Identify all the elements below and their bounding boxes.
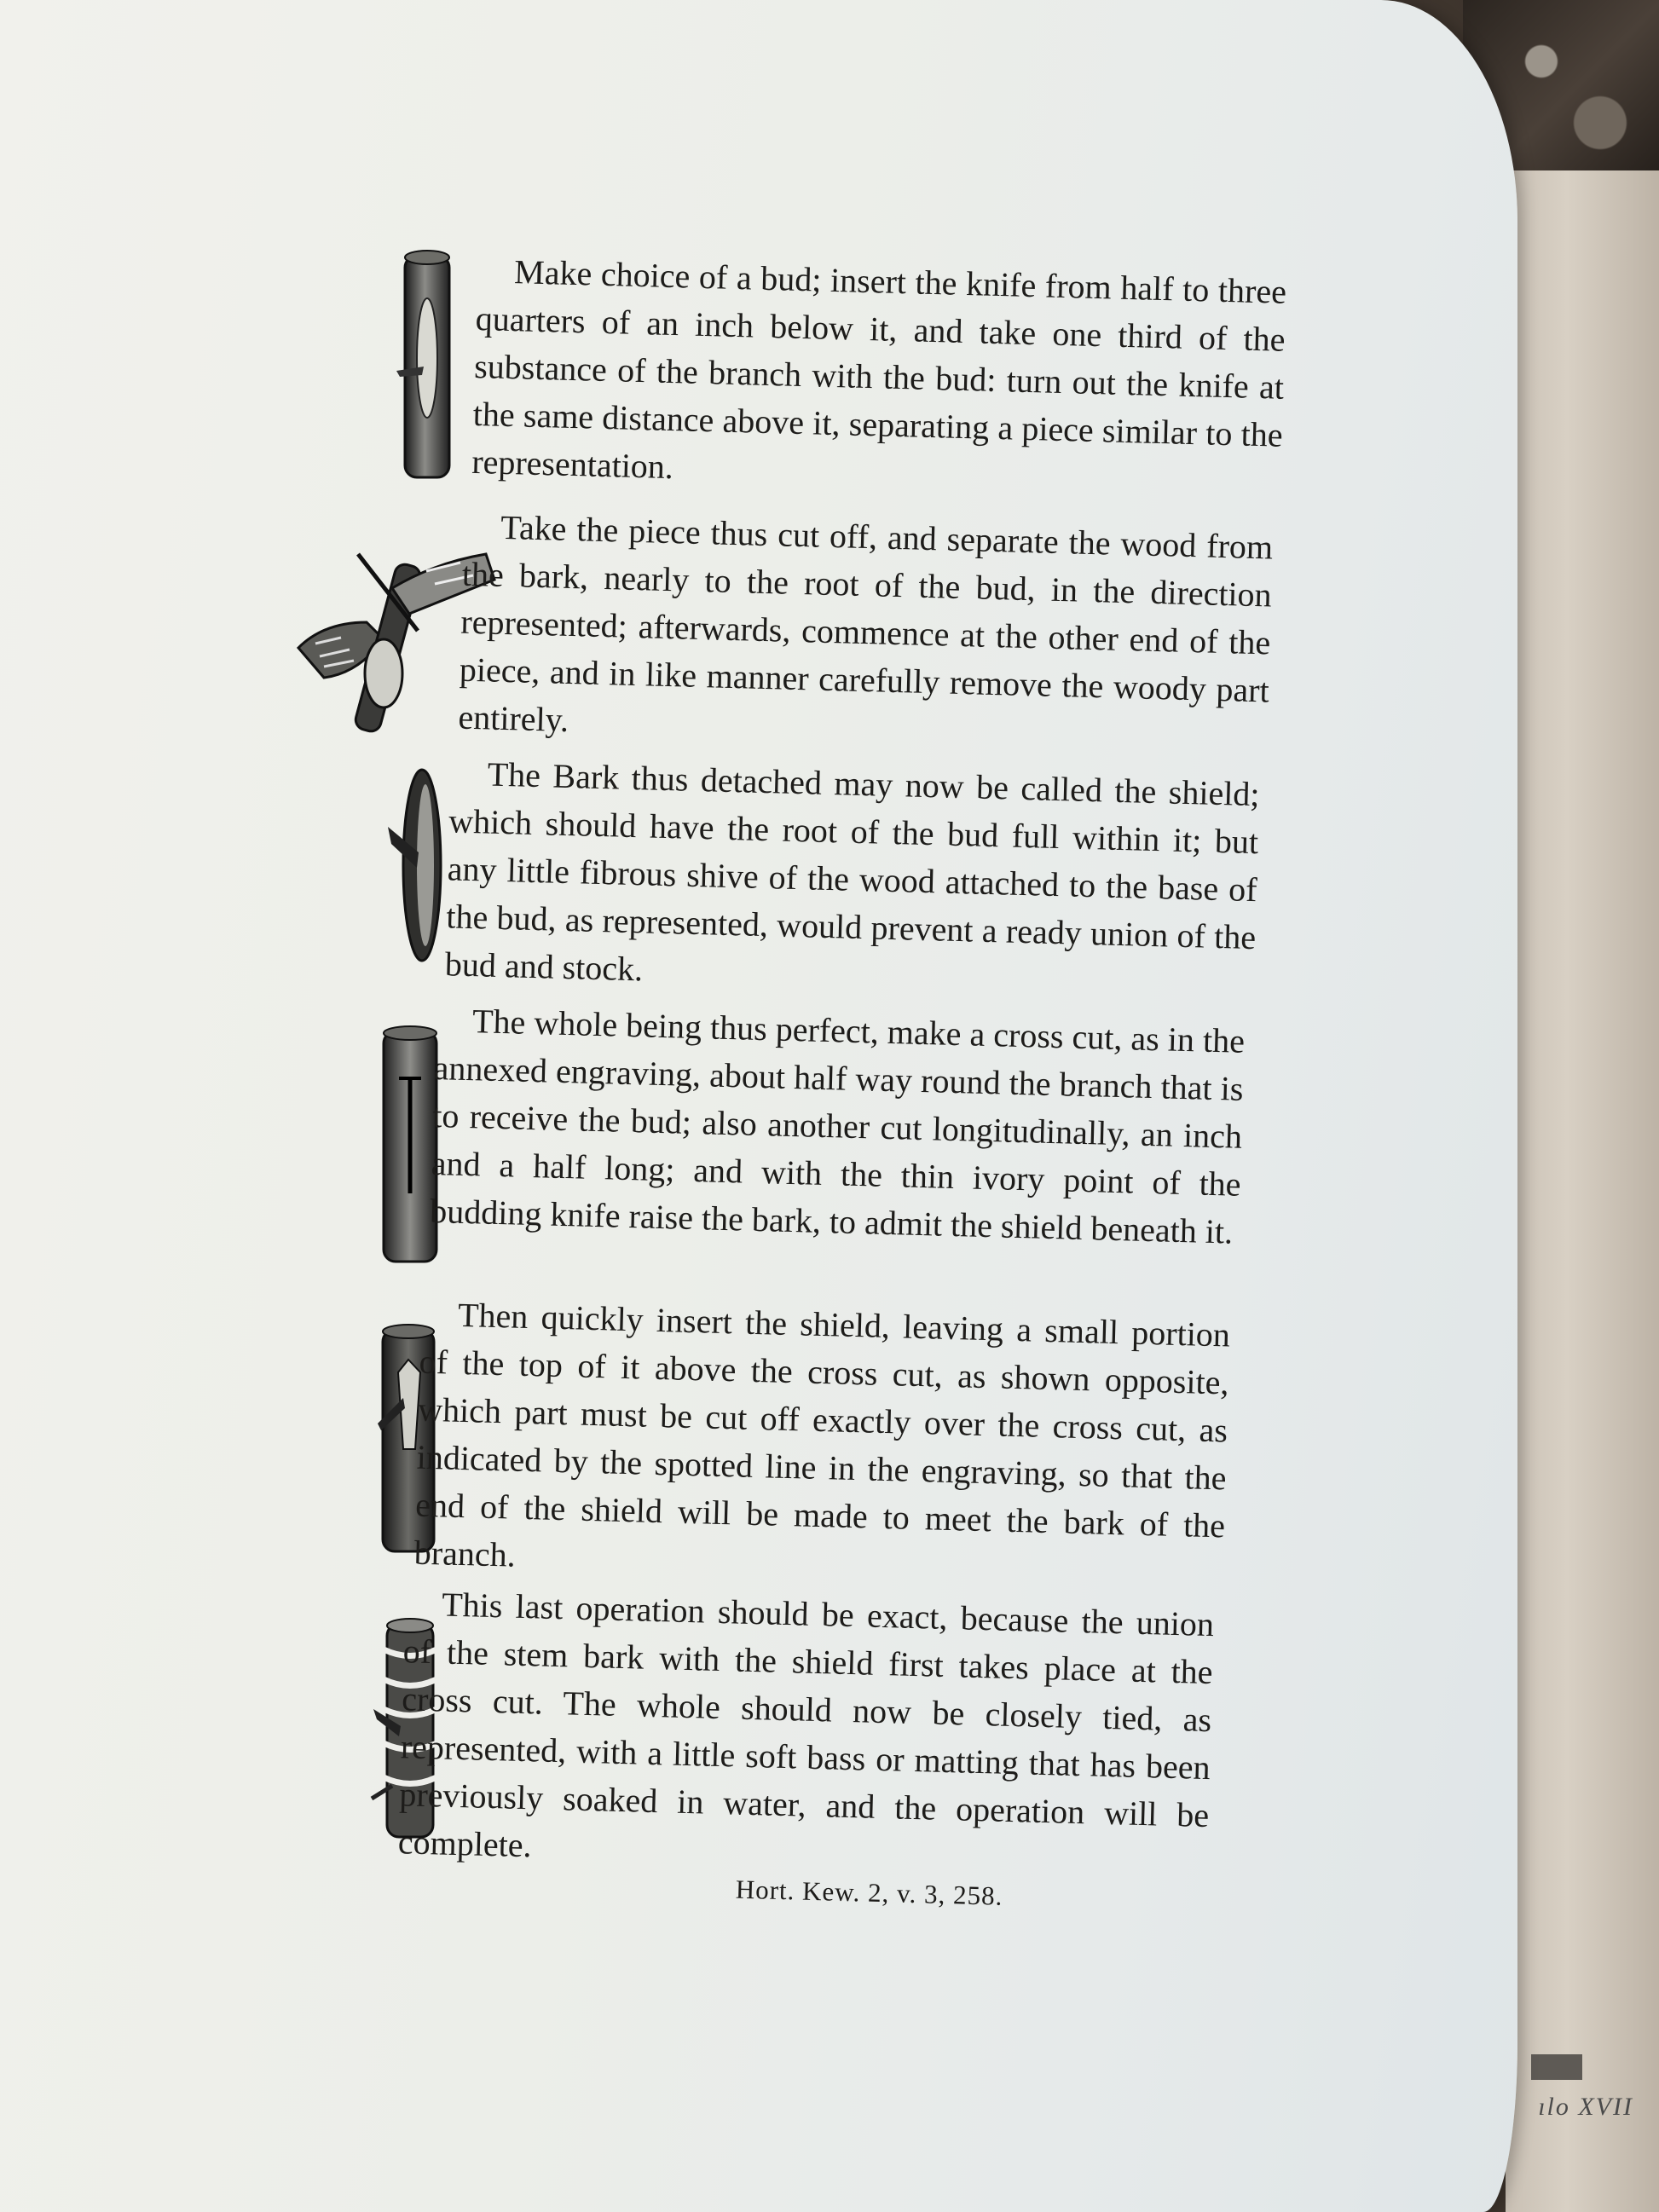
underlying-page-mark	[1531, 2054, 1582, 2080]
paragraph-5: Then quickly insert the shield, leaving a small portion of the top of it above the cross cut, as shown opposite, which part must be cut off exactly over the cross cut, as indicated by the spotted line in the engraving, so that the end of the shield will be made to meet the bark of the branch.	[413, 1295, 1231, 1574]
branch-with-bud-cut-illustration	[388, 247, 465, 486]
main-text	[397, 247, 1287, 1911]
paragraph-2: Take the piece thus cut off, and separate the wood from the bark, nearly to the root of the bud, in the direction represented; afterwards, commence at the other end of the piece, and in like manner carefully remove the woody part entirely.	[457, 507, 1274, 739]
shield-illustration	[379, 767, 456, 972]
underlying-page-label: ılo XVII	[1538, 2093, 1633, 2121]
paragraph-3: The Bark thus detached may now be called the shield; which should have the root of the bud full within it; but any little fibrous shive of the wood attached to the base of the bud, as represented, would prevent a ready union of the bud and stock.	[444, 754, 1261, 989]
citation: Hort. Kew. 2, v. 3, 258.	[735, 1874, 1003, 1911]
paragraph-4: The whole being thus perfect, make a cross cut, as in the annexed engraving, about half way round the branch that is to receive the bud; also another cut longitudinally, an inch and a half long; and with the thin ivory point of the budding knife raise the bark, to admit the shield beneath it.	[429, 1002, 1246, 1251]
paragraph-1: Make choice of a bud; insert the knife from half to three quarters of an inch below it, and take one third of the substance of the branch with the bud: turn out the knife at the same distance above it, separating a piece similar to the representation.	[471, 252, 1287, 487]
paragraph-6: This last operation should be exact, because the union of the stem bark with the shield first takes place at the cross cut. The whole should now be closely tied, as represented, with a little soft bass or matting that has been previously soaked in water, and the operation will be complete.	[397, 1585, 1215, 1865]
underlying-page	[1506, 170, 1659, 2212]
